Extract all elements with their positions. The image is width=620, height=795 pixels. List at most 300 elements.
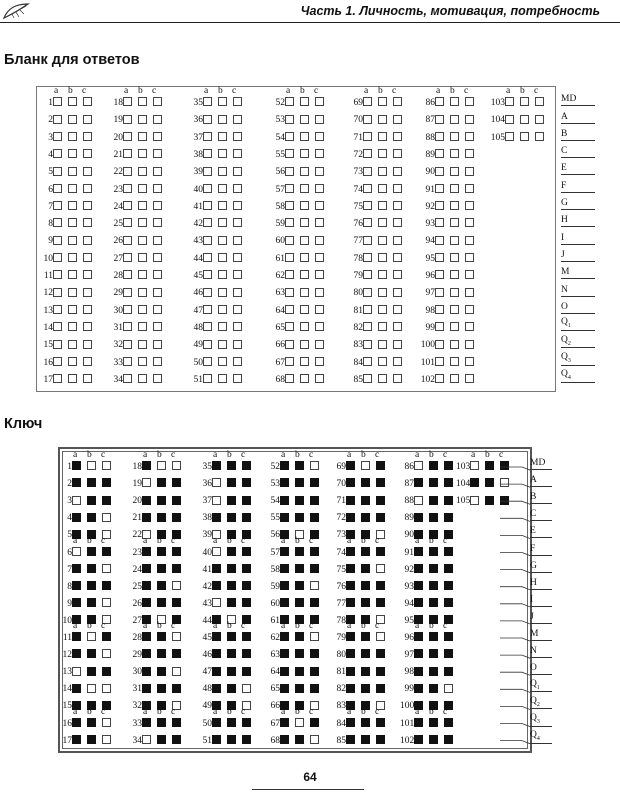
answer-checkbox-a[interactable]	[285, 288, 294, 297]
answer-checkbox-b[interactable]	[378, 97, 387, 106]
answer-checkbox-c[interactable]	[315, 218, 324, 227]
answer-checkbox-b[interactable]	[138, 132, 147, 141]
answer-checkbox-a[interactable]	[285, 149, 294, 158]
answer-checkbox-c[interactable]	[233, 184, 242, 193]
answer-checkbox-a[interactable]	[435, 374, 444, 383]
answer-checkbox-b[interactable]	[218, 253, 227, 262]
answer-checkbox-a[interactable]	[53, 115, 62, 124]
answer-checkbox-b[interactable]	[300, 115, 309, 124]
answer-checkbox-a[interactable]	[505, 132, 514, 141]
answer-checkbox-b[interactable]	[378, 184, 387, 193]
answer-checkbox-c[interactable]	[393, 97, 402, 106]
answer-checkbox-a[interactable]	[435, 218, 444, 227]
answer-checkbox-c[interactable]	[315, 253, 324, 262]
answer-checkbox-c[interactable]	[83, 184, 92, 193]
answer-checkbox-c[interactable]	[83, 201, 92, 210]
answer-checkbox-a[interactable]	[203, 374, 212, 383]
answer-checkbox-a[interactable]	[435, 322, 444, 331]
answer-checkbox-a[interactable]	[203, 253, 212, 262]
answer-checkbox-b[interactable]	[138, 236, 147, 245]
answer-checkbox-a[interactable]	[53, 218, 62, 227]
answer-checkbox-a[interactable]	[53, 132, 62, 141]
answer-checkbox-a[interactable]	[53, 97, 62, 106]
answer-checkbox-c[interactable]	[83, 288, 92, 297]
answer-checkbox-b[interactable]	[138, 340, 147, 349]
answer-checkbox-b[interactable]	[218, 374, 227, 383]
answer-checkbox-b[interactable]	[300, 288, 309, 297]
answer-checkbox-b[interactable]	[68, 305, 77, 314]
answer-checkbox-c[interactable]	[465, 305, 474, 314]
answer-checkbox-c[interactable]	[83, 97, 92, 106]
answer-checkbox-c[interactable]	[233, 167, 242, 176]
answer-checkbox-b[interactable]	[68, 288, 77, 297]
answer-checkbox-a[interactable]	[363, 340, 372, 349]
answer-checkbox-b[interactable]	[218, 218, 227, 227]
answer-checkbox-c[interactable]	[153, 253, 162, 262]
answer-checkbox-a[interactable]	[363, 218, 372, 227]
answer-checkbox-c[interactable]	[153, 97, 162, 106]
answer-checkbox-c[interactable]	[393, 184, 402, 193]
answer-checkbox-b[interactable]	[450, 305, 459, 314]
answer-checkbox-c[interactable]	[153, 236, 162, 245]
answer-checkbox-a[interactable]	[123, 149, 132, 158]
answer-checkbox-a[interactable]	[123, 305, 132, 314]
answer-checkbox-c[interactable]	[315, 149, 324, 158]
answer-checkbox-b[interactable]	[300, 201, 309, 210]
answer-checkbox-a[interactable]	[435, 357, 444, 366]
answer-checkbox-b[interactable]	[378, 236, 387, 245]
answer-checkbox-b[interactable]	[450, 201, 459, 210]
answer-checkbox-a[interactable]	[363, 167, 372, 176]
answer-checkbox-c[interactable]	[465, 322, 474, 331]
answer-checkbox-b[interactable]	[378, 357, 387, 366]
answer-checkbox-b[interactable]	[68, 374, 77, 383]
answer-checkbox-a[interactable]	[435, 115, 444, 124]
answer-checkbox-a[interactable]	[123, 201, 132, 210]
answer-checkbox-c[interactable]	[83, 115, 92, 124]
answer-checkbox-a[interactable]	[203, 305, 212, 314]
answer-checkbox-b[interactable]	[520, 132, 529, 141]
answer-checkbox-c[interactable]	[315, 167, 324, 176]
answer-checkbox-b[interactable]	[68, 340, 77, 349]
answer-checkbox-c[interactable]	[83, 236, 92, 245]
answer-checkbox-a[interactable]	[53, 270, 62, 279]
answer-checkbox-b[interactable]	[138, 97, 147, 106]
answer-checkbox-b[interactable]	[450, 115, 459, 124]
answer-checkbox-a[interactable]	[285, 236, 294, 245]
answer-checkbox-b[interactable]	[218, 357, 227, 366]
answer-checkbox-a[interactable]	[285, 184, 294, 193]
answer-checkbox-a[interactable]	[363, 288, 372, 297]
answer-checkbox-b[interactable]	[378, 270, 387, 279]
answer-checkbox-b[interactable]	[218, 184, 227, 193]
answer-checkbox-c[interactable]	[233, 236, 242, 245]
answer-checkbox-b[interactable]	[378, 218, 387, 227]
answer-checkbox-c[interactable]	[465, 218, 474, 227]
answer-checkbox-c[interactable]	[153, 357, 162, 366]
answer-checkbox-c[interactable]	[393, 340, 402, 349]
answer-checkbox-a[interactable]	[435, 149, 444, 158]
answer-checkbox-b[interactable]	[218, 97, 227, 106]
answer-checkbox-a[interactable]	[123, 132, 132, 141]
answer-checkbox-c[interactable]	[83, 270, 92, 279]
answer-checkbox-c[interactable]	[153, 305, 162, 314]
answer-checkbox-c[interactable]	[465, 115, 474, 124]
answer-checkbox-a[interactable]	[435, 305, 444, 314]
answer-checkbox-a[interactable]	[123, 218, 132, 227]
answer-checkbox-c[interactable]	[233, 218, 242, 227]
answer-checkbox-c[interactable]	[233, 149, 242, 158]
answer-checkbox-b[interactable]	[300, 270, 309, 279]
answer-checkbox-a[interactable]	[123, 270, 132, 279]
answer-checkbox-b[interactable]	[68, 357, 77, 366]
answer-checkbox-a[interactable]	[53, 374, 62, 383]
answer-checkbox-a[interactable]	[53, 340, 62, 349]
answer-checkbox-c[interactable]	[83, 357, 92, 366]
answer-checkbox-c[interactable]	[315, 201, 324, 210]
answer-checkbox-a[interactable]	[53, 357, 62, 366]
answer-checkbox-c[interactable]	[315, 305, 324, 314]
answer-checkbox-c[interactable]	[393, 236, 402, 245]
answer-checkbox-c[interactable]	[153, 201, 162, 210]
answer-checkbox-c[interactable]	[233, 115, 242, 124]
answer-checkbox-b[interactable]	[68, 253, 77, 262]
answer-checkbox-a[interactable]	[203, 115, 212, 124]
answer-checkbox-b[interactable]	[378, 322, 387, 331]
answer-checkbox-b[interactable]	[450, 357, 459, 366]
answer-checkbox-a[interactable]	[53, 184, 62, 193]
answer-checkbox-a[interactable]	[123, 115, 132, 124]
answer-checkbox-b[interactable]	[138, 288, 147, 297]
answer-checkbox-b[interactable]	[450, 322, 459, 331]
answer-checkbox-b[interactable]	[450, 253, 459, 262]
answer-checkbox-b[interactable]	[450, 97, 459, 106]
answer-checkbox-b[interactable]	[218, 132, 227, 141]
answer-checkbox-b[interactable]	[138, 115, 147, 124]
answer-checkbox-c[interactable]	[315, 357, 324, 366]
answer-checkbox-a[interactable]	[285, 270, 294, 279]
answer-checkbox-b[interactable]	[218, 340, 227, 349]
answer-checkbox-c[interactable]	[233, 270, 242, 279]
answer-checkbox-a[interactable]	[203, 288, 212, 297]
answer-checkbox-a[interactable]	[435, 184, 444, 193]
answer-checkbox-c[interactable]	[393, 115, 402, 124]
answer-checkbox-c[interactable]	[153, 340, 162, 349]
answer-checkbox-a[interactable]	[203, 149, 212, 158]
answer-checkbox-b[interactable]	[218, 288, 227, 297]
answer-checkbox-c[interactable]	[315, 340, 324, 349]
answer-checkbox-b[interactable]	[450, 374, 459, 383]
answer-checkbox-c[interactable]	[315, 270, 324, 279]
answer-checkbox-b[interactable]	[138, 270, 147, 279]
answer-checkbox-a[interactable]	[285, 201, 294, 210]
answer-checkbox-c[interactable]	[153, 184, 162, 193]
answer-checkbox-a[interactable]	[363, 305, 372, 314]
answer-checkbox-a[interactable]	[363, 270, 372, 279]
answer-checkbox-a[interactable]	[505, 115, 514, 124]
answer-checkbox-c[interactable]	[83, 167, 92, 176]
answer-checkbox-a[interactable]	[203, 167, 212, 176]
answer-checkbox-c[interactable]	[153, 218, 162, 227]
answer-checkbox-a[interactable]	[285, 305, 294, 314]
answer-checkbox-c[interactable]	[393, 149, 402, 158]
answer-checkbox-b[interactable]	[68, 270, 77, 279]
answer-checkbox-a[interactable]	[505, 97, 514, 106]
answer-checkbox-a[interactable]	[203, 357, 212, 366]
answer-checkbox-a[interactable]	[435, 201, 444, 210]
answer-checkbox-a[interactable]	[123, 236, 132, 245]
answer-checkbox-b[interactable]	[218, 201, 227, 210]
answer-checkbox-c[interactable]	[535, 115, 544, 124]
answer-checkbox-a[interactable]	[53, 149, 62, 158]
answer-checkbox-c[interactable]	[233, 97, 242, 106]
answer-checkbox-a[interactable]	[53, 305, 62, 314]
answer-checkbox-b[interactable]	[378, 149, 387, 158]
answer-checkbox-c[interactable]	[315, 288, 324, 297]
answer-checkbox-b[interactable]	[378, 201, 387, 210]
answer-checkbox-c[interactable]	[465, 270, 474, 279]
answer-checkbox-a[interactable]	[123, 288, 132, 297]
answer-checkbox-c[interactable]	[393, 305, 402, 314]
answer-checkbox-a[interactable]	[123, 184, 132, 193]
answer-checkbox-b[interactable]	[378, 253, 387, 262]
answer-checkbox-b[interactable]	[450, 340, 459, 349]
answer-checkbox-b[interactable]	[378, 374, 387, 383]
answer-checkbox-b[interactable]	[378, 167, 387, 176]
answer-checkbox-a[interactable]	[285, 322, 294, 331]
answer-checkbox-b[interactable]	[300, 97, 309, 106]
answer-checkbox-c[interactable]	[465, 184, 474, 193]
answer-checkbox-c[interactable]	[233, 288, 242, 297]
answer-checkbox-b[interactable]	[68, 201, 77, 210]
answer-checkbox-c[interactable]	[83, 374, 92, 383]
answer-checkbox-a[interactable]	[285, 357, 294, 366]
answer-checkbox-b[interactable]	[138, 184, 147, 193]
answer-checkbox-b[interactable]	[300, 184, 309, 193]
answer-checkbox-b[interactable]	[138, 322, 147, 331]
answer-checkbox-a[interactable]	[123, 374, 132, 383]
answer-checkbox-a[interactable]	[53, 167, 62, 176]
answer-checkbox-b[interactable]	[138, 253, 147, 262]
answer-checkbox-b[interactable]	[378, 340, 387, 349]
answer-checkbox-a[interactable]	[285, 115, 294, 124]
answer-checkbox-a[interactable]	[123, 340, 132, 349]
answer-checkbox-b[interactable]	[378, 115, 387, 124]
answer-checkbox-b[interactable]	[450, 149, 459, 158]
answer-checkbox-b[interactable]	[300, 253, 309, 262]
answer-checkbox-a[interactable]	[285, 97, 294, 106]
answer-checkbox-a[interactable]	[363, 115, 372, 124]
answer-checkbox-b[interactable]	[218, 322, 227, 331]
answer-checkbox-c[interactable]	[465, 253, 474, 262]
answer-checkbox-b[interactable]	[68, 167, 77, 176]
answer-checkbox-a[interactable]	[123, 97, 132, 106]
answer-checkbox-c[interactable]	[153, 115, 162, 124]
answer-checkbox-a[interactable]	[285, 253, 294, 262]
answer-checkbox-c[interactable]	[233, 253, 242, 262]
answer-checkbox-b[interactable]	[68, 132, 77, 141]
answer-checkbox-c[interactable]	[83, 322, 92, 331]
answer-checkbox-a[interactable]	[435, 167, 444, 176]
answer-checkbox-b[interactable]	[300, 357, 309, 366]
answer-checkbox-c[interactable]	[393, 253, 402, 262]
answer-checkbox-b[interactable]	[138, 201, 147, 210]
answer-checkbox-b[interactable]	[300, 340, 309, 349]
answer-checkbox-a[interactable]	[203, 340, 212, 349]
answer-checkbox-a[interactable]	[435, 132, 444, 141]
answer-checkbox-c[interactable]	[465, 149, 474, 158]
answer-checkbox-c[interactable]	[153, 270, 162, 279]
answer-checkbox-c[interactable]	[465, 236, 474, 245]
answer-checkbox-b[interactable]	[218, 305, 227, 314]
answer-checkbox-c[interactable]	[233, 322, 242, 331]
answer-checkbox-b[interactable]	[68, 97, 77, 106]
answer-checkbox-a[interactable]	[363, 201, 372, 210]
answer-checkbox-b[interactable]	[520, 97, 529, 106]
answer-checkbox-b[interactable]	[218, 270, 227, 279]
answer-checkbox-a[interactable]	[123, 357, 132, 366]
answer-checkbox-a[interactable]	[285, 374, 294, 383]
answer-checkbox-b[interactable]	[218, 115, 227, 124]
answer-checkbox-a[interactable]	[363, 357, 372, 366]
answer-checkbox-c[interactable]	[315, 115, 324, 124]
answer-checkbox-c[interactable]	[393, 288, 402, 297]
answer-checkbox-c[interactable]	[233, 201, 242, 210]
answer-checkbox-a[interactable]	[363, 132, 372, 141]
answer-checkbox-c[interactable]	[393, 218, 402, 227]
answer-checkbox-c[interactable]	[535, 97, 544, 106]
answer-checkbox-a[interactable]	[203, 201, 212, 210]
answer-checkbox-a[interactable]	[435, 288, 444, 297]
answer-checkbox-a[interactable]	[363, 184, 372, 193]
answer-checkbox-c[interactable]	[233, 357, 242, 366]
answer-checkbox-b[interactable]	[68, 218, 77, 227]
answer-checkbox-b[interactable]	[218, 167, 227, 176]
answer-checkbox-c[interactable]	[233, 305, 242, 314]
answer-checkbox-c[interactable]	[315, 97, 324, 106]
answer-checkbox-c[interactable]	[153, 149, 162, 158]
answer-checkbox-c[interactable]	[393, 374, 402, 383]
answer-checkbox-c[interactable]	[465, 132, 474, 141]
answer-checkbox-c[interactable]	[233, 340, 242, 349]
answer-checkbox-c[interactable]	[465, 201, 474, 210]
answer-checkbox-c[interactable]	[465, 167, 474, 176]
answer-checkbox-a[interactable]	[363, 322, 372, 331]
answer-checkbox-c[interactable]	[83, 132, 92, 141]
answer-checkbox-b[interactable]	[138, 167, 147, 176]
answer-checkbox-b[interactable]	[378, 288, 387, 297]
answer-checkbox-b[interactable]	[138, 218, 147, 227]
answer-checkbox-a[interactable]	[123, 167, 132, 176]
answer-checkbox-a[interactable]	[363, 253, 372, 262]
answer-checkbox-a[interactable]	[53, 253, 62, 262]
answer-checkbox-c[interactable]	[315, 132, 324, 141]
answer-checkbox-a[interactable]	[285, 167, 294, 176]
answer-checkbox-b[interactable]	[300, 167, 309, 176]
answer-checkbox-a[interactable]	[363, 236, 372, 245]
answer-checkbox-b[interactable]	[300, 322, 309, 331]
answer-checkbox-c[interactable]	[465, 340, 474, 349]
answer-checkbox-a[interactable]	[123, 322, 132, 331]
answer-checkbox-c[interactable]	[393, 322, 402, 331]
answer-checkbox-c[interactable]	[465, 97, 474, 106]
answer-checkbox-c[interactable]	[153, 288, 162, 297]
answer-checkbox-b[interactable]	[378, 305, 387, 314]
answer-checkbox-b[interactable]	[218, 149, 227, 158]
answer-checkbox-a[interactable]	[203, 322, 212, 331]
answer-checkbox-a[interactable]	[203, 97, 212, 106]
answer-checkbox-b[interactable]	[68, 236, 77, 245]
answer-checkbox-a[interactable]	[53, 322, 62, 331]
answer-checkbox-b[interactable]	[300, 305, 309, 314]
answer-checkbox-a[interactable]	[53, 236, 62, 245]
answer-checkbox-c[interactable]	[315, 322, 324, 331]
answer-checkbox-b[interactable]	[300, 374, 309, 383]
answer-checkbox-c[interactable]	[83, 340, 92, 349]
answer-checkbox-c[interactable]	[393, 132, 402, 141]
answer-checkbox-c[interactable]	[83, 253, 92, 262]
answer-checkbox-c[interactable]	[465, 288, 474, 297]
answer-checkbox-b[interactable]	[300, 132, 309, 141]
answer-checkbox-c[interactable]	[83, 305, 92, 314]
answer-checkbox-a[interactable]	[53, 201, 62, 210]
answer-checkbox-a[interactable]	[285, 132, 294, 141]
answer-checkbox-b[interactable]	[138, 357, 147, 366]
answer-checkbox-b[interactable]	[300, 236, 309, 245]
answer-checkbox-a[interactable]	[435, 253, 444, 262]
answer-checkbox-b[interactable]	[378, 132, 387, 141]
answer-checkbox-c[interactable]	[233, 132, 242, 141]
answer-checkbox-b[interactable]	[218, 236, 227, 245]
answer-checkbox-b[interactable]	[450, 218, 459, 227]
answer-checkbox-c[interactable]	[465, 374, 474, 383]
answer-checkbox-a[interactable]	[435, 270, 444, 279]
answer-checkbox-a[interactable]	[363, 374, 372, 383]
answer-checkbox-c[interactable]	[153, 132, 162, 141]
answer-checkbox-b[interactable]	[450, 132, 459, 141]
answer-checkbox-c[interactable]	[393, 357, 402, 366]
answer-checkbox-c[interactable]	[393, 270, 402, 279]
answer-checkbox-a[interactable]	[203, 270, 212, 279]
answer-checkbox-c[interactable]	[153, 167, 162, 176]
answer-checkbox-b[interactable]	[68, 322, 77, 331]
answer-checkbox-a[interactable]	[435, 236, 444, 245]
answer-checkbox-b[interactable]	[450, 288, 459, 297]
answer-checkbox-a[interactable]	[285, 218, 294, 227]
answer-checkbox-a[interactable]	[363, 149, 372, 158]
answer-checkbox-b[interactable]	[450, 236, 459, 245]
answer-checkbox-a[interactable]	[203, 132, 212, 141]
answer-checkbox-b[interactable]	[138, 374, 147, 383]
answer-checkbox-b[interactable]	[138, 305, 147, 314]
answer-checkbox-c[interactable]	[83, 149, 92, 158]
answer-checkbox-c[interactable]	[153, 322, 162, 331]
answer-checkbox-b[interactable]	[68, 184, 77, 193]
answer-checkbox-c[interactable]	[153, 374, 162, 383]
answer-checkbox-a[interactable]	[53, 288, 62, 297]
answer-checkbox-a[interactable]	[203, 184, 212, 193]
answer-checkbox-c[interactable]	[315, 374, 324, 383]
answer-checkbox-c[interactable]	[393, 167, 402, 176]
answer-checkbox-a[interactable]	[435, 340, 444, 349]
answer-checkbox-a[interactable]	[285, 340, 294, 349]
answer-checkbox-a[interactable]	[123, 253, 132, 262]
answer-checkbox-c[interactable]	[315, 184, 324, 193]
answer-checkbox-a[interactable]	[203, 236, 212, 245]
answer-checkbox-b[interactable]	[300, 218, 309, 227]
answer-checkbox-c[interactable]	[315, 236, 324, 245]
answer-checkbox-a[interactable]	[203, 218, 212, 227]
